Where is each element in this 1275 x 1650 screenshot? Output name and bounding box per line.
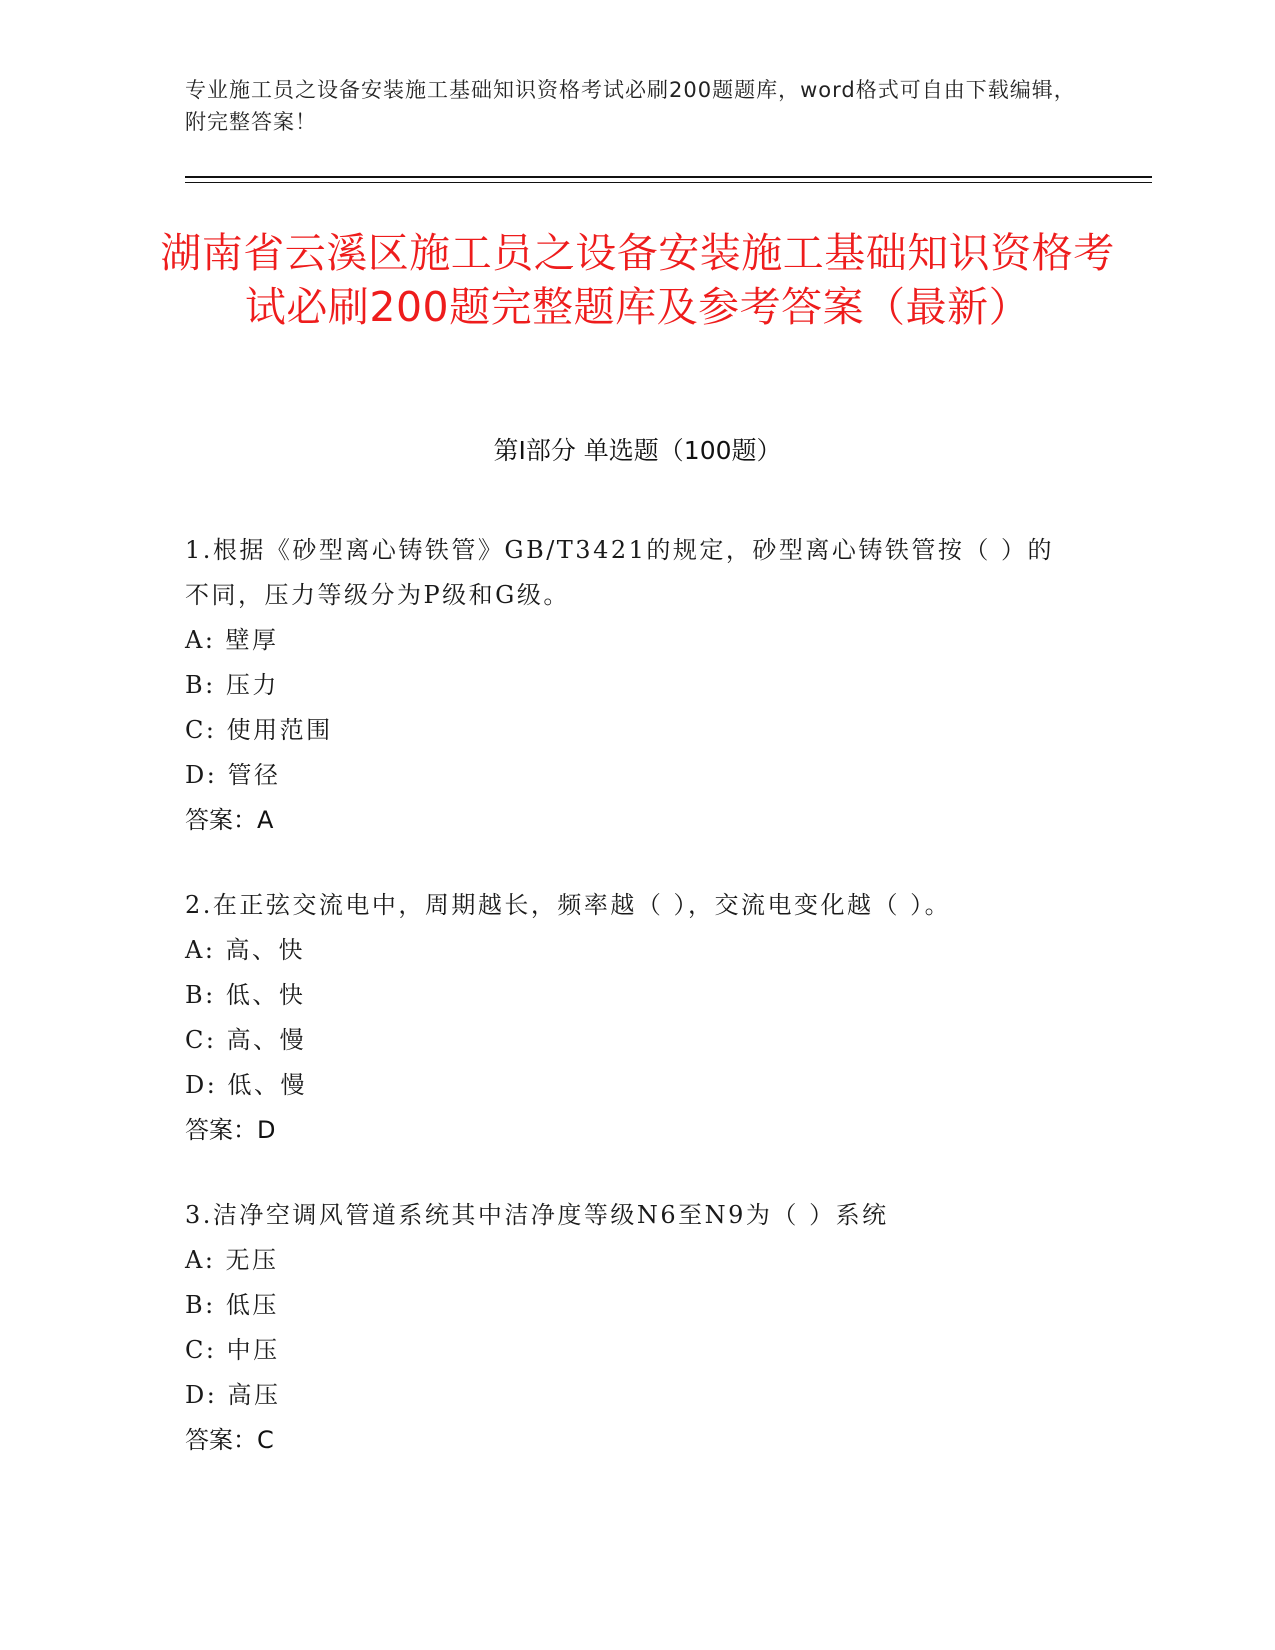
option-c: C: 高、慢 bbox=[185, 1026, 307, 1054]
option-a: A: 无压 bbox=[185, 1246, 279, 1274]
question-1 bbox=[185, 528, 1075, 843]
question-stem: 3.洁净空调风管道系统其中洁净度等级N6至N9为（ ）系统 bbox=[185, 1201, 889, 1229]
option-d: D: 管径 bbox=[185, 761, 281, 789]
option-b: B: 压力 bbox=[185, 671, 279, 699]
answer: 答案：A bbox=[185, 806, 274, 834]
header-divider-thin bbox=[185, 182, 1152, 183]
option-d: D: 高压 bbox=[185, 1381, 281, 1409]
question-2 bbox=[185, 883, 1075, 1153]
question-stem: 1.根据《砂型离心铸铁管》GB/T3421的规定，砂型离心铸铁管按（ ）的不同，压力等级分为P级和G级。 bbox=[185, 536, 1055, 609]
option-a: A: 壁厚 bbox=[185, 626, 279, 654]
option-c: C: 使用范围 bbox=[185, 716, 333, 744]
option-b: B: 低、快 bbox=[185, 981, 306, 1009]
answer: 答案：C bbox=[185, 1426, 274, 1454]
document-title: 湖南省云溪区施工员之设备安装施工基础知识资格考试必刷200题完整题库及参考答案（最新） bbox=[160, 229, 1115, 331]
option-b: B: 低压 bbox=[185, 1291, 279, 1319]
question-3 bbox=[185, 1193, 1075, 1463]
header-divider-thick bbox=[185, 176, 1152, 178]
question-stem: 2.在正弦交流电中，周期越长，频率越（ ），交流电变化越（ ）。 bbox=[185, 891, 952, 919]
option-d: D: 低、慢 bbox=[185, 1071, 307, 1099]
section-heading: 第I部分 单选题（100题） bbox=[493, 436, 782, 465]
question-list bbox=[185, 528, 1075, 1503]
option-c: C: 中压 bbox=[185, 1336, 280, 1364]
header-note: 专业施工员之设备安装施工基础知识资格考试必刷200题题库，word格式可自由下载编辑，附完整答案！ bbox=[185, 78, 1076, 134]
answer: 答案：D bbox=[185, 1116, 276, 1144]
option-a: A: 高、快 bbox=[185, 936, 306, 964]
